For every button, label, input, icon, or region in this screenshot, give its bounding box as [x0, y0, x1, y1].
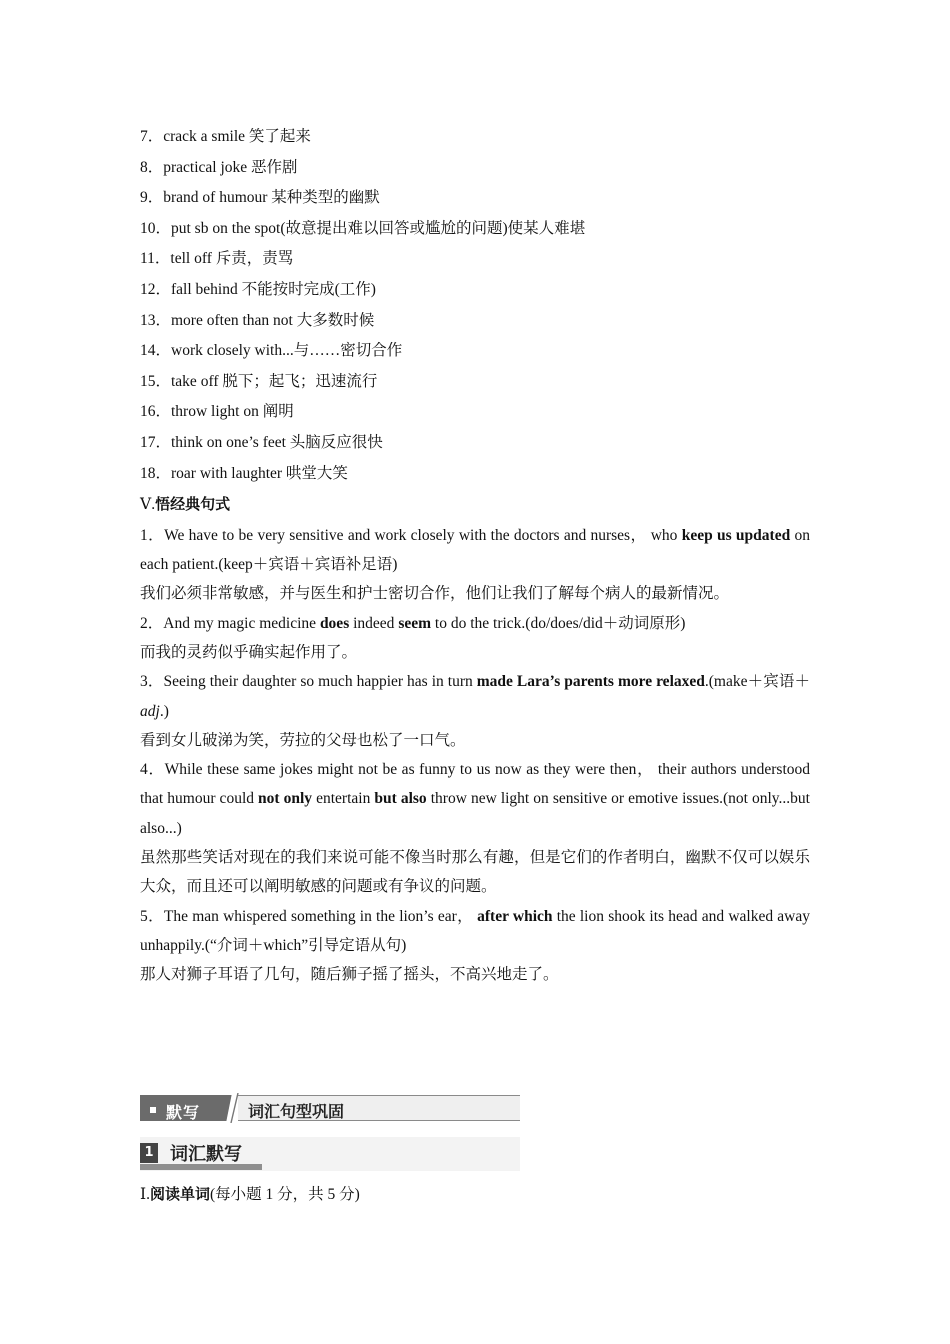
phrase-item: 16．throw light on 阐明 — [140, 403, 294, 421]
sentence-3 — [140, 667, 810, 726]
sentence-text: the lion shook its head and walked away unhappily.(“介词＋which”引导定语从句) — [140, 907, 810, 954]
sentence-1-translation: 我们必须非常敏感，并与医生和护士密切合作，他们让我们了解每个病人的最新情况。 — [140, 585, 730, 603]
sentence-5 — [140, 902, 810, 961]
sentence-text: on each patient.(keep＋宾语＋宾语补足语) — [140, 526, 811, 574]
sub-section-banner — [140, 1137, 520, 1171]
sentence-text: 4．While these same jokes might not be as funny to us now as they were then， their authors understood that humour could — [140, 761, 810, 808]
phrase-item: 15．take off 脱下；起飞；迅速流行 — [140, 372, 378, 390]
section-number: Ⅴ. — [140, 496, 156, 514]
sentence-2-translation: 而我的灵药似乎确实起作用了。 — [140, 643, 358, 661]
phrase-item: 7．crack a smile 笑了起来 — [140, 128, 311, 145]
phrase-item: 9．brand of humour 某种类型的幽默 — [140, 189, 380, 207]
sentence-key-phrase: but also — [374, 790, 427, 808]
section-banner-light-label: 词汇句型巩固 — [248, 1102, 345, 1121]
sentence-key-phrase: after which — [477, 907, 553, 925]
sentence-key-phrase: does — [319, 614, 350, 632]
phrase-item: 10．put sb on the spot(故意提出难以回答或尴尬的问题)使某人难堪 — [140, 219, 586, 237]
section-banner-dark — [140, 1095, 232, 1121]
sentence-3-translation: 看到女儿破涕为笑，劳拉的父母也松了一口气。 — [140, 731, 466, 749]
sentence-key-phrase: keep us updated — [681, 526, 791, 544]
section-banner — [140, 1093, 520, 1123]
square-bullet-icon — [150, 1107, 156, 1113]
sentence-text: indeed — [349, 614, 399, 632]
section-banner-light — [238, 1095, 520, 1121]
sentence-text: to do the trick.(do/does/did＋动词原形) — [431, 614, 686, 632]
reading-title: 阅读单词 — [150, 1185, 211, 1203]
reading-heading — [140, 1180, 360, 1209]
sentence-4-translation: 虽然那些笑话对现在的我们来说可能不像当时那么有趣，但是它们的作者明白，幽默不仅可以娱乐大众，而且还可以阐明敏感的问题或有争议的问题。 — [140, 848, 810, 896]
section-banner-dark-label: 默写 — [166, 1103, 201, 1122]
document-body — [140, 122, 810, 989]
sentence-text: throw new light on sensitive or emotive issues.(not only...but also...) — [140, 790, 810, 837]
sentence-key-phrase: seem — [398, 614, 432, 632]
sub-section-number: 1 — [140, 1143, 158, 1163]
phrase-item: 8．practical joke 恶作剧 — [140, 158, 298, 176]
sentence-text: 1．We have to be very sensitive and work closely with the doctors and nurses， who — [140, 526, 682, 544]
phrase-item: 14．work closely with...与……密切合作 — [140, 342, 403, 360]
reading-note: (每小题 1 分，共 5 分) — [210, 1186, 360, 1203]
section-heading — [140, 489, 810, 521]
phrase-item: 11．tell off 斥责，责骂 — [140, 250, 294, 268]
sentence-text: 2．And my magic medicine — [140, 614, 320, 632]
sentence-text: 3．Seeing their daughter so much happier has in turn — [140, 673, 477, 691]
sentence-5-translation: 那人对狮子耳语了几句，随后狮子摇了摇头，不高兴地走了。 — [140, 966, 559, 984]
sentence-key-phrase: adj — [140, 702, 160, 720]
sentence-text: .) — [159, 702, 169, 720]
sub-section-label: 词汇默写 — [170, 1144, 242, 1165]
reading-number: Ⅰ. — [140, 1186, 150, 1203]
phrase-item: 17．think on one’s feet 头脑反应很快 — [140, 433, 383, 451]
sentence-text: .(make＋宾语＋ — [704, 673, 810, 691]
sentence-4 — [140, 755, 810, 843]
sentence-key-phrase: not only — [258, 790, 313, 808]
phrase-item: 18．roar with laughter 哄堂大笑 — [140, 464, 348, 482]
sentence-2 — [140, 609, 810, 638]
sentence-text: 5．The man whispered something in the lion’s ear， — [140, 907, 478, 925]
sentence-1 — [140, 521, 810, 580]
phrase-item: 12．fall behind 不能按时完成(工作) — [140, 280, 376, 298]
sentence-text: entertain — [312, 790, 375, 808]
phrase-item: 13．more often than not 大多数时候 — [140, 311, 375, 329]
sentence-key-phrase: made Lara’s parents more relaxed — [476, 673, 705, 691]
section-title: 悟经典句式 — [155, 495, 231, 514]
